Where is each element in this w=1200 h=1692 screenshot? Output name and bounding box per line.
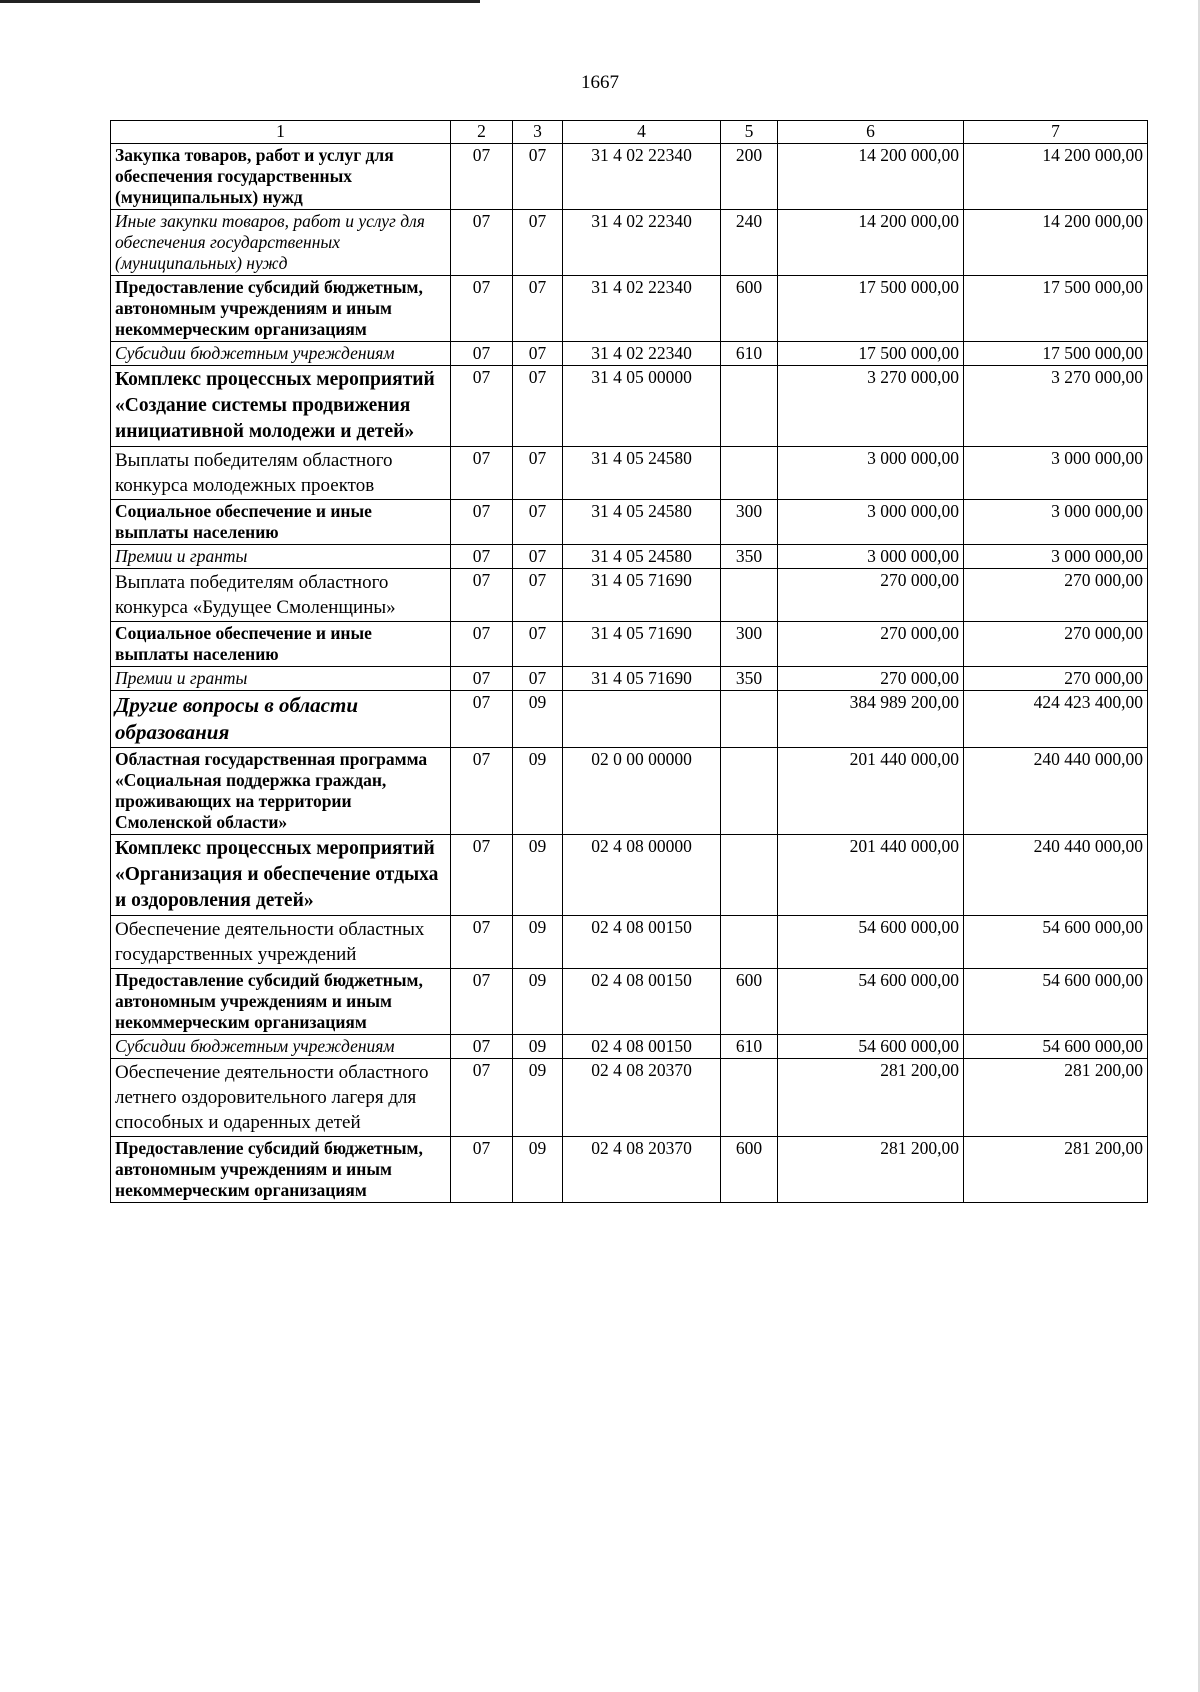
cell-expense-type: 350	[721, 667, 778, 691]
header-col-4: 4	[563, 121, 721, 144]
cell-subsection: 07	[513, 447, 563, 500]
cell-subsection: 09	[513, 1137, 563, 1203]
cell-section: 07	[451, 1035, 513, 1059]
cell-amount-year2: 3 000 000,00	[964, 545, 1148, 569]
header-row	[111, 121, 1148, 144]
cell-name: Другие вопросы в области образования	[111, 691, 451, 748]
cell-subsection: 07	[513, 276, 563, 342]
cell-amount-year1: 201 440 000,00	[778, 748, 964, 835]
cell-name: Субсидии бюджетным учреждениям	[111, 1035, 451, 1059]
cell-name: Предоставление субсидий бюджетным, автономным учреждениям и иным некоммерческим организациям	[111, 276, 451, 342]
budget-table	[110, 120, 1148, 1203]
cell-target-item: 31 4 02 22340	[563, 210, 721, 276]
cell-section: 07	[451, 969, 513, 1035]
cell-amount-year2: 240 440 000,00	[964, 748, 1148, 835]
table-row	[111, 667, 1148, 691]
cell-amount-year1: 281 200,00	[778, 1059, 964, 1137]
cell-target-item: 31 4 05 24580	[563, 500, 721, 545]
cell-expense-type: 200	[721, 144, 778, 210]
cell-section: 07	[451, 276, 513, 342]
cell-target-item: 02 4 08 20370	[563, 1137, 721, 1203]
cell-expense-type	[721, 691, 778, 748]
cell-amount-year1: 54 600 000,00	[778, 916, 964, 969]
cell-expense-type	[721, 748, 778, 835]
cell-name: Выплаты победителям областного конкурса молодежных проектов	[111, 447, 451, 500]
cell-amount-year2: 270 000,00	[964, 622, 1148, 667]
table-row	[111, 622, 1148, 667]
cell-amount-year1: 3 000 000,00	[778, 500, 964, 545]
table-row	[111, 1035, 1148, 1059]
cell-subsection: 07	[513, 622, 563, 667]
cell-name: Выплата победителям областного конкурса «Будущее Смоленщины»	[111, 569, 451, 622]
cell-subsection: 07	[513, 366, 563, 447]
cell-expense-type: 600	[721, 1137, 778, 1203]
cell-expense-type: 600	[721, 969, 778, 1035]
table-row	[111, 916, 1148, 969]
cell-expense-type: 600	[721, 276, 778, 342]
cell-name: Комплекс процессных мероприятий «Организация и обеспечение отдыха и оздоровления детей»	[111, 835, 451, 916]
header-col-7: 7	[964, 121, 1148, 144]
cell-subsection: 07	[513, 545, 563, 569]
cell-name: Иные закупки товаров, работ и услуг для обеспечения государственных (муниципальных) нужд	[111, 210, 451, 276]
table-row	[111, 835, 1148, 916]
cell-amount-year1: 17 500 000,00	[778, 342, 964, 366]
cell-target-item: 31 4 05 71690	[563, 667, 721, 691]
cell-amount-year2: 270 000,00	[964, 569, 1148, 622]
table-row	[111, 969, 1148, 1035]
cell-section: 07	[451, 366, 513, 447]
table-row	[111, 366, 1148, 447]
cell-section: 07	[451, 447, 513, 500]
cell-amount-year2: 17 500 000,00	[964, 276, 1148, 342]
cell-subsection: 09	[513, 748, 563, 835]
cell-amount-year1: 14 200 000,00	[778, 144, 964, 210]
table-row	[111, 500, 1148, 545]
cell-target-item: 02 4 08 20370	[563, 1059, 721, 1137]
scan-top-edge	[0, 0, 480, 3]
cell-amount-year1: 54 600 000,00	[778, 1035, 964, 1059]
cell-target-item	[563, 691, 721, 748]
cell-section: 07	[451, 835, 513, 916]
cell-target-item: 02 0 00 00000	[563, 748, 721, 835]
cell-section: 07	[451, 916, 513, 969]
table-row	[111, 210, 1148, 276]
cell-section: 07	[451, 667, 513, 691]
cell-expense-type: 610	[721, 342, 778, 366]
cell-expense-type	[721, 916, 778, 969]
cell-amount-year2: 270 000,00	[964, 667, 1148, 691]
cell-section: 07	[451, 144, 513, 210]
cell-name: Предоставление субсидий бюджетным, автономным учреждениям и иным некоммерческим организациям	[111, 969, 451, 1035]
cell-amount-year2: 17 500 000,00	[964, 342, 1148, 366]
cell-subsection: 09	[513, 691, 563, 748]
cell-amount-year1: 3 000 000,00	[778, 545, 964, 569]
page-number: 1667	[581, 72, 619, 93]
cell-section: 07	[451, 622, 513, 667]
cell-section: 07	[451, 210, 513, 276]
cell-name: Субсидии бюджетным учреждениям	[111, 342, 451, 366]
cell-name: Областная государственная программа «Социальная поддержка граждан, проживающих на территории Смоленской области»	[111, 748, 451, 835]
table-row	[111, 748, 1148, 835]
table-row	[111, 447, 1148, 500]
cell-amount-year1: 17 500 000,00	[778, 276, 964, 342]
cell-target-item: 02 4 08 00000	[563, 835, 721, 916]
cell-subsection: 07	[513, 569, 563, 622]
cell-expense-type	[721, 835, 778, 916]
cell-subsection: 07	[513, 210, 563, 276]
cell-amount-year1: 270 000,00	[778, 667, 964, 691]
cell-amount-year2: 54 600 000,00	[964, 969, 1148, 1035]
cell-amount-year2: 3 000 000,00	[964, 447, 1148, 500]
header-col-2: 2	[451, 121, 513, 144]
cell-amount-year1: 54 600 000,00	[778, 969, 964, 1035]
cell-expense-type	[721, 447, 778, 500]
cell-name: Премии и гранты	[111, 667, 451, 691]
cell-name: Обеспечение деятельности областного летнего оздоровительного лагеря для способных и одаренных детей	[111, 1059, 451, 1137]
cell-subsection: 09	[513, 916, 563, 969]
cell-target-item: 31 4 05 00000	[563, 366, 721, 447]
cell-target-item: 02 4 08 00150	[563, 1035, 721, 1059]
cell-section: 07	[451, 1137, 513, 1203]
header-col-1: 1	[111, 121, 451, 144]
cell-subsection: 07	[513, 144, 563, 210]
cell-target-item: 31 4 05 71690	[563, 622, 721, 667]
table-row	[111, 569, 1148, 622]
header-col-6: 6	[778, 121, 964, 144]
cell-amount-year1: 281 200,00	[778, 1137, 964, 1203]
cell-subsection: 07	[513, 667, 563, 691]
cell-section: 07	[451, 569, 513, 622]
cell-amount-year1: 201 440 000,00	[778, 835, 964, 916]
cell-amount-year1: 270 000,00	[778, 569, 964, 622]
cell-amount-year1: 384 989 200,00	[778, 691, 964, 748]
cell-expense-type: 240	[721, 210, 778, 276]
cell-amount-year2: 281 200,00	[964, 1137, 1148, 1203]
cell-section: 07	[451, 691, 513, 748]
cell-section: 07	[451, 545, 513, 569]
table-row	[111, 545, 1148, 569]
cell-expense-type	[721, 366, 778, 447]
cell-expense-type	[721, 569, 778, 622]
table-row	[111, 276, 1148, 342]
table-row	[111, 144, 1148, 210]
cell-target-item: 02 4 08 00150	[563, 916, 721, 969]
cell-amount-year1: 14 200 000,00	[778, 210, 964, 276]
cell-amount-year2: 54 600 000,00	[964, 916, 1148, 969]
cell-target-item: 02 4 08 00150	[563, 969, 721, 1035]
header-col-5: 5	[721, 121, 778, 144]
cell-name: Социальное обеспечение и иные выплаты населению	[111, 622, 451, 667]
cell-amount-year2: 3 000 000,00	[964, 500, 1148, 545]
cell-target-item: 31 4 02 22340	[563, 276, 721, 342]
table-row	[111, 1137, 1148, 1203]
cell-section: 07	[451, 342, 513, 366]
cell-expense-type	[721, 1059, 778, 1137]
cell-subsection: 09	[513, 969, 563, 1035]
cell-subsection: 09	[513, 1059, 563, 1137]
cell-expense-type: 610	[721, 1035, 778, 1059]
cell-amount-year2: 281 200,00	[964, 1059, 1148, 1137]
cell-subsection: 09	[513, 1035, 563, 1059]
cell-target-item: 31 4 02 22340	[563, 144, 721, 210]
cell-target-item: 31 4 05 24580	[563, 545, 721, 569]
cell-amount-year2: 14 200 000,00	[964, 210, 1148, 276]
cell-name: Комплекс процессных мероприятий «Создание системы продвижения инициативной молодежи и детей»	[111, 366, 451, 447]
cell-target-item: 31 4 02 22340	[563, 342, 721, 366]
cell-amount-year2: 14 200 000,00	[964, 144, 1148, 210]
cell-subsection: 09	[513, 835, 563, 916]
cell-amount-year1: 3 000 000,00	[778, 447, 964, 500]
cell-name: Закупка товаров, работ и услуг для обеспечения государственных (муниципальных) нужд	[111, 144, 451, 210]
cell-amount-year2: 3 270 000,00	[964, 366, 1148, 447]
cell-section: 07	[451, 748, 513, 835]
cell-amount-year2: 54 600 000,00	[964, 1035, 1148, 1059]
table-row	[111, 691, 1148, 748]
header-col-3: 3	[513, 121, 563, 144]
cell-section: 07	[451, 1059, 513, 1137]
cell-name: Премии и гранты	[111, 545, 451, 569]
cell-expense-type: 300	[721, 500, 778, 545]
cell-expense-type: 300	[721, 622, 778, 667]
table-row	[111, 1059, 1148, 1137]
cell-expense-type: 350	[721, 545, 778, 569]
cell-subsection: 07	[513, 500, 563, 545]
cell-amount-year2: 240 440 000,00	[964, 835, 1148, 916]
cell-name: Обеспечение деятельности областных государственных учреждений	[111, 916, 451, 969]
cell-target-item: 31 4 05 71690	[563, 569, 721, 622]
cell-name: Социальное обеспечение и иные выплаты населению	[111, 500, 451, 545]
cell-name: Предоставление субсидий бюджетным, автономным учреждениям и иным некоммерческим организациям	[111, 1137, 451, 1203]
cell-section: 07	[451, 500, 513, 545]
cell-subsection: 07	[513, 342, 563, 366]
cell-amount-year1: 270 000,00	[778, 622, 964, 667]
cell-target-item: 31 4 05 24580	[563, 447, 721, 500]
cell-amount-year1: 3 270 000,00	[778, 366, 964, 447]
cell-amount-year2: 424 423 400,00	[964, 691, 1148, 748]
table-row	[111, 342, 1148, 366]
